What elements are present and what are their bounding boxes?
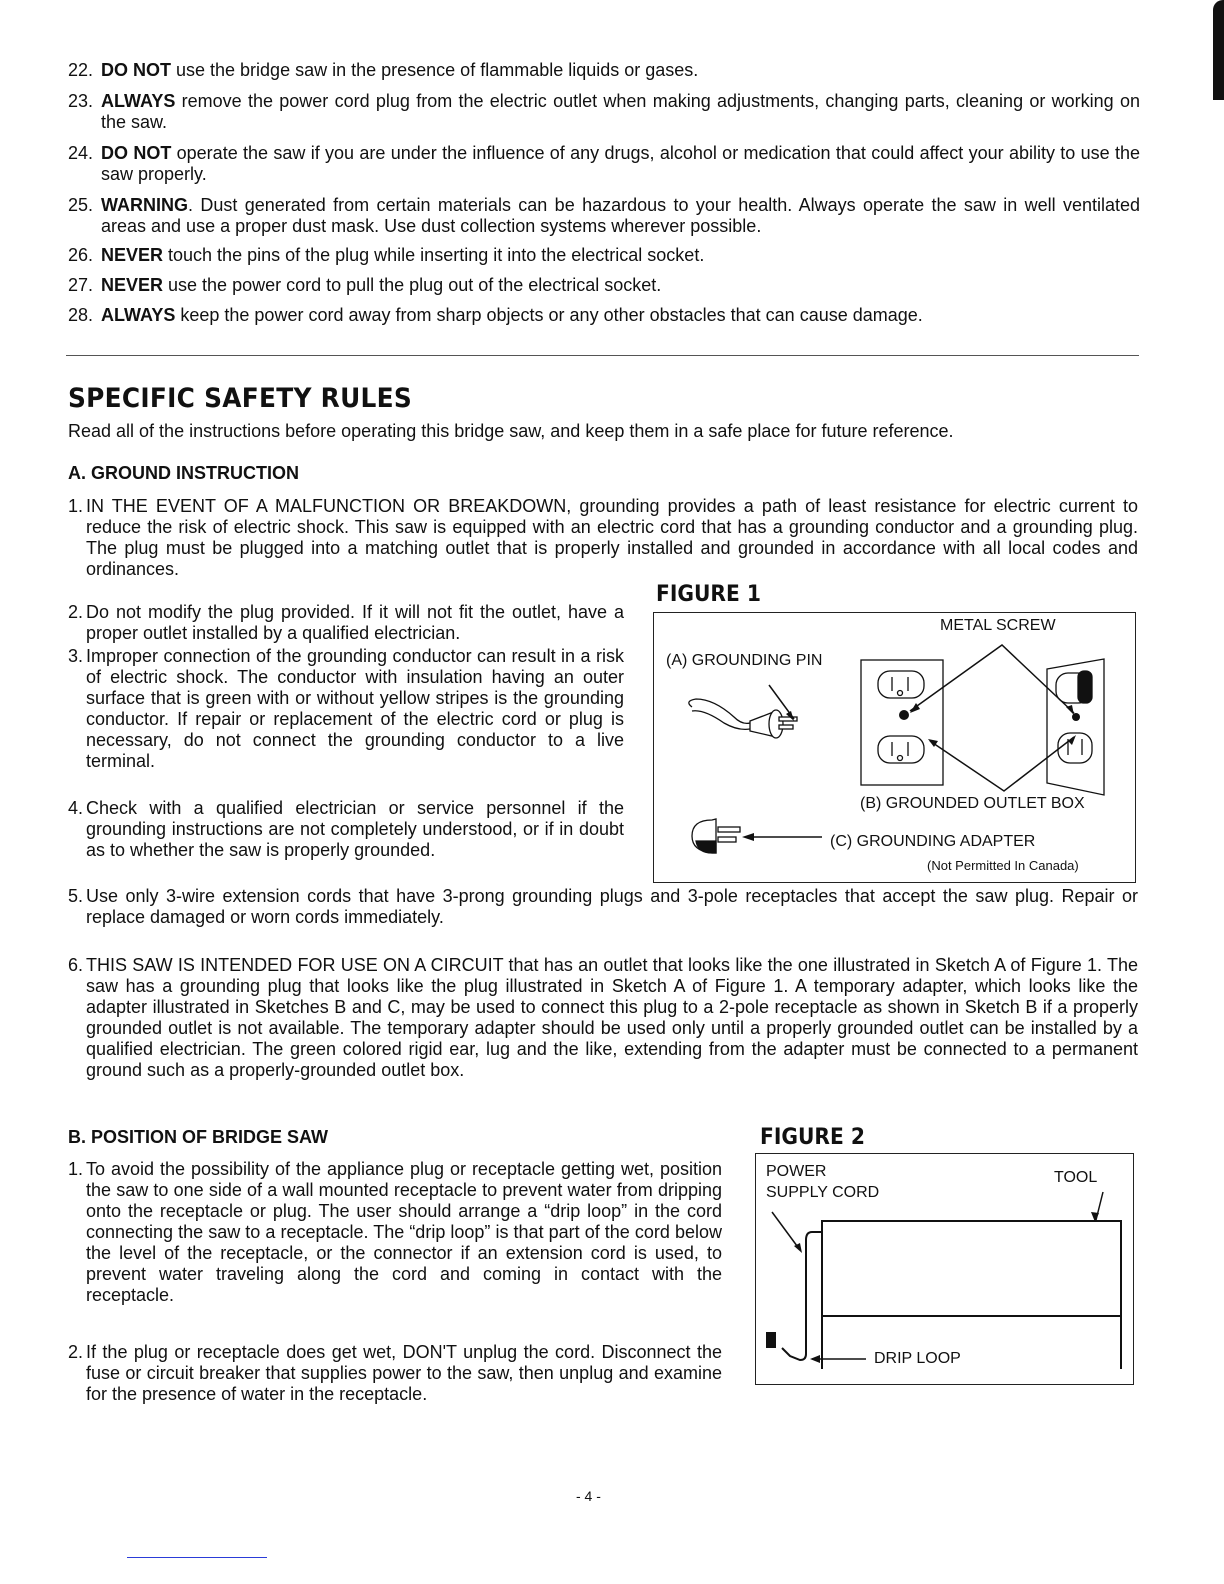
label-grounded-outlet-box: (B) GROUNDED OUTLET BOX: [860, 795, 1085, 812]
label-tool: TOOL: [1054, 1169, 1098, 1186]
outlet-icon: [861, 660, 943, 785]
ground-item-6: 6. THIS SAW IS INTENDED FOR USE ON A CIRCUIT that has an outlet that looks like the one illustrated in Sketch A of Figure 1. The saw has a grounding plug that looks like the plug illustrated in Sketch A of Figure 1. A temporary adapter, which looks like the adapter illustrated in Sketches B and C, may be used to connect this plug to a 2-pole receptacle as shown in Sketch B if a properly grounded outlet is not available. The temporary adapter should be used only until a properly grounded outlet can be installed by a qualified electrician. The green colored rigid ear, lug and the like, extending from the adapter must be connected to a permanent ground such as a properly-grounded outlet box.: [68, 955, 1138, 1080]
label-power: POWER: [766, 1163, 827, 1180]
ground-instruction-heading: A. GROUND INSTRUCTION: [68, 463, 299, 483]
ground-item-5: 5. Use only 3-wire extension cords that have 3-prong grounding plugs and 3-pole receptacles that accept the saw plug. Repair or replace damaged or worn cords immediately.: [68, 886, 1138, 927]
rule-27: 27. NEVER use the power cord to pull the plug out of the electrical socket.: [68, 275, 662, 295]
label-metal-screw: METAL SCREW: [940, 617, 1056, 634]
receptacle-icon: [766, 1332, 776, 1348]
rule-keyword: NEVER: [101, 245, 164, 265]
rule-keyword: ALWAYS: [101, 305, 176, 325]
section-title: SPECIFIC SAFETY RULES: [68, 383, 413, 414]
grounding-plug-icon: [689, 699, 797, 738]
label-supply-cord: SUPPLY CORD: [766, 1184, 880, 1201]
figure-1: [653, 612, 1136, 883]
section-intro: Read all of the instructions before operating this bridge saw, and keep them in a safe place for future reference.: [68, 421, 954, 441]
power-cord: [782, 1232, 822, 1360]
page-number: - 4 -: [576, 1488, 601, 1504]
figure-2: [755, 1153, 1134, 1385]
rule-keyword: ALWAYS: [101, 91, 176, 111]
position-item-2: 2. If the plug or receptacle does get wet, DON'T unplug the cord. Disconnect the fuse or circuit breaker that supplies power to the saw, then unplug and examine for the presence of water in the receptacle.: [68, 1342, 722, 1404]
rule-24: 24. DO NOT operate the saw if you are under the influence of any drugs, alcohol or medication that could affect your ability to use the saw properly.: [68, 143, 1140, 184]
rule-keyword: NEVER: [101, 275, 164, 295]
position-heading: B. POSITION OF BRIDGE SAW: [68, 1127, 329, 1147]
scan-edge-mark: [1213, 0, 1224, 100]
ground-item-2: 2. Do not modify the plug provided. If it will not fit the outlet, have a proper outlet installed by a qualified electrician.: [68, 602, 624, 643]
rule-22: 22. DO NOT use the bridge saw in the presence of flammable liquids or gases.: [68, 60, 699, 80]
adapter-outlet-icon: [1047, 659, 1104, 795]
ground-item-4: 4. Check with a qualified electrician or service personnel if the grounding instructions are not completely understood, or if in doubt as to whether the saw is properly grounded.: [68, 798, 624, 860]
figure-2-title: FIGURE 2: [760, 1125, 865, 1150]
position-item-1: 1. To avoid the possibility of the appliance plug or receptacle getting wet, position the saw to one side of a wall mounted receptacle to prevent water from dripping onto the receptacle or plug. The user should arrange a “drip loop” in the cord connecting the saw to a receptacle. The “drip loop” is that part of the cord below the level of the receptacle, or the connector if an extension cord is used, to prevent water traveling along the cord and coming in contact with the receptacle.: [68, 1159, 722, 1305]
section-divider: [66, 355, 1139, 356]
metal-screw-icon: [899, 710, 909, 720]
rule-25: 25. WARNING. Dust generated from certain materials can be hazardous to your health. Always operate the saw in well ventilated areas and use a proper dust mask. Use dust collection systems wherever possible.: [68, 195, 1140, 236]
ground-item-3: 3. Improper connection of the grounding conductor can result in a risk of electric shock. The conductor with insulation having an outer surface that is green with or without yellow stripes is the grounding conductor. If repair or replacement of the electric cord or plug is necessary, do not connect the grounding conductor to a live terminal.: [68, 646, 624, 771]
rule-28: 28. ALWAYS keep the power cord away from sharp objects or any other obstacles that can cause damage.: [68, 305, 923, 325]
label-drip-loop: DRIP LOOP: [874, 1350, 961, 1367]
rule-26: 26. NEVER touch the pins of the plug while inserting it into the electrical socket.: [68, 245, 705, 265]
label-grounding-pin: (A) GROUNDING PIN: [666, 652, 823, 669]
rule-keyword: WARNING: [101, 195, 188, 215]
tool-outline: [822, 1221, 1121, 1369]
grounding-adapter-icon: [692, 819, 740, 853]
ground-item-1: 1. IN THE EVENT OF A MALFUNCTION OR BREAKDOWN, grounding provides a path of least resistance for electric current to reduce the risk of electric shock. This saw is equipped with an electric cord that has a grounding conductor and a grounding plug. The plug must be plugged into a matching outlet that is properly installed and grounded in accordance with all local codes and ordinances.: [68, 496, 1138, 579]
rule-keyword: DO NOT: [101, 143, 172, 163]
rule-23: 23. ALWAYS remove the power cord plug from the electric outlet when making adjustments, changing parts, cleaning or working on the saw.: [68, 91, 1140, 132]
figure-1-title: FIGURE 1: [656, 582, 761, 607]
label-adapter-note: (Not Permitted In Canada): [927, 858, 1079, 873]
label-grounding-adapter: (C) GROUNDING ADAPTER: [830, 833, 1036, 850]
rule-keyword: DO NOT: [101, 60, 171, 80]
footnote-rule: [127, 1557, 267, 1558]
